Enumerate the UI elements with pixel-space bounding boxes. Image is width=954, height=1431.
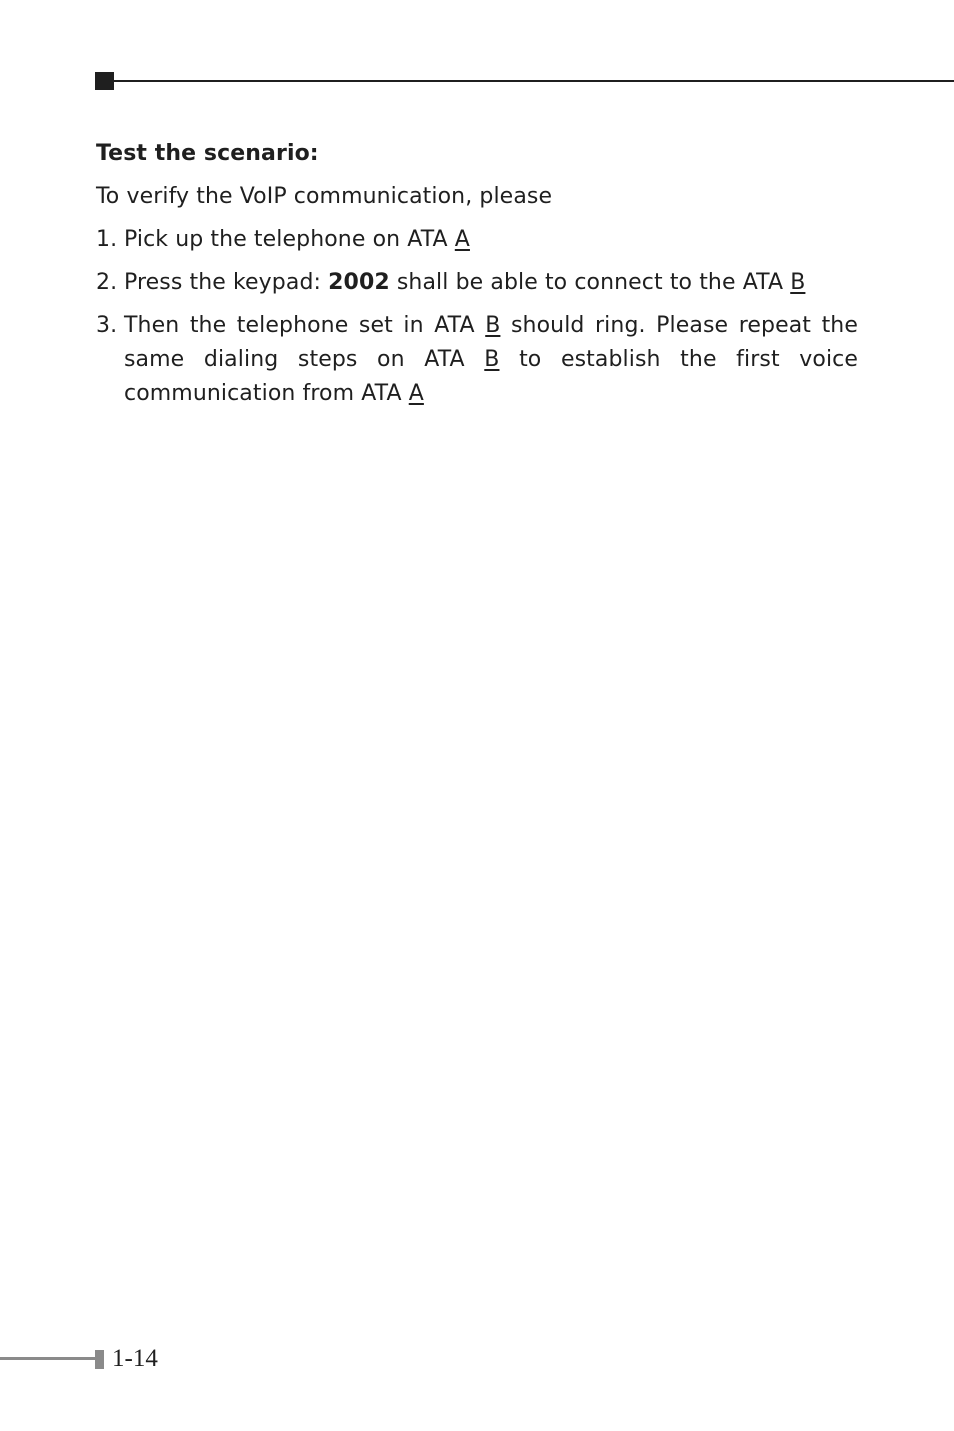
step-text: to establish the first voice communication from ATA <box>124 347 858 406</box>
keypad-code: 2002 <box>328 270 390 295</box>
page-content <box>96 137 858 420</box>
header-square-marker <box>95 72 114 90</box>
step-text: Then the telephone set in ATA <box>124 313 486 338</box>
step-number: 2. <box>96 270 118 295</box>
ata-label: A <box>454 227 470 252</box>
ata-label: A <box>408 381 424 406</box>
step-text: shall be able to connect to the ATA <box>389 270 791 295</box>
step-number: 3. <box>96 313 118 338</box>
step-number: 1. <box>96 227 118 252</box>
footer-marker <box>95 1350 104 1369</box>
step-text: should ring. Please repeat the same dialing steps on ATA <box>124 313 858 372</box>
step-item-1 <box>96 223 858 257</box>
footer-rule <box>0 1357 95 1360</box>
step-text: Pick up the telephone on ATA <box>124 227 455 252</box>
step-text: Press the keypad: <box>124 270 329 295</box>
steps-list <box>96 223 858 411</box>
page-number: 1-14 <box>112 1345 158 1372</box>
step-item-2 <box>96 266 858 300</box>
ata-label: B <box>485 313 501 338</box>
intro-text: To verify the VoIP communication, please <box>96 184 553 209</box>
ata-label: B <box>790 270 806 295</box>
section-heading: Test the scenario: <box>96 141 319 166</box>
step-item-3 <box>96 309 858 411</box>
ata-label: B <box>484 347 500 372</box>
header-rule <box>95 80 954 82</box>
